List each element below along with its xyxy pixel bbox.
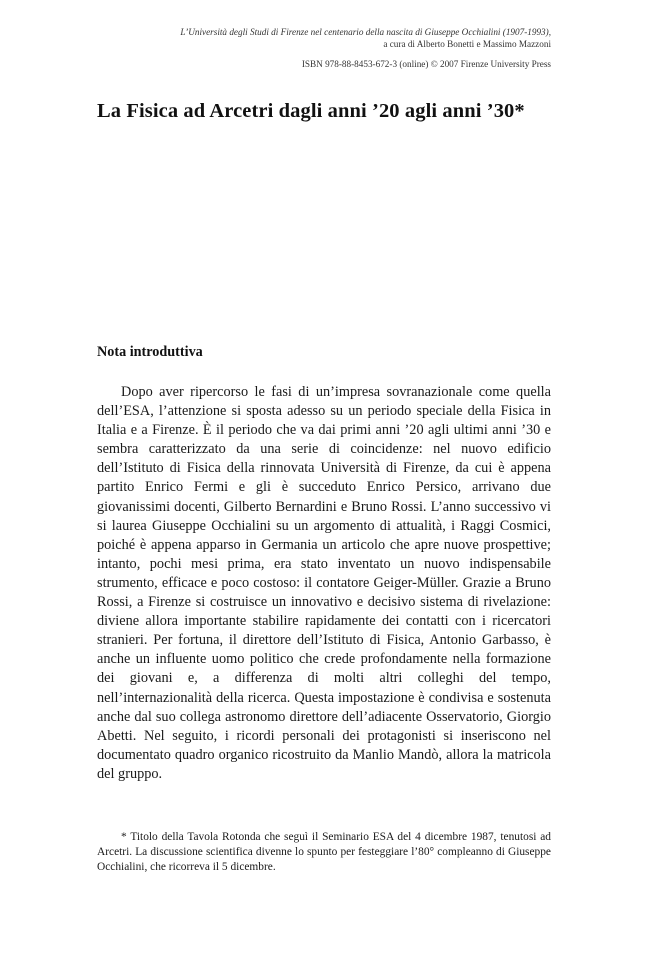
page-title: La Fisica ad Arcetri dagli anni ’20 agli anni ’30*: [97, 100, 525, 122]
footnote: * Titolo della Tavola Rotonda che seguì il Seminario ESA del 4 dicembre 1987, tenutosi ad Arcetri. La discussione scientifica divenne lo spunto per festeggiare l’80° compleanno di Giuseppe Occhialini, che ricorreva il 5 dicembre.: [97, 831, 551, 873]
book-editors: a cura di Alberto Bonetti e Massimo Mazzoni: [383, 38, 551, 49]
running-header: [180, 27, 551, 50]
book-citation: L’Università degli Studi di Firenze nel centenario della nascita di Giuseppe Occhialini (1907-1993),: [180, 27, 551, 37]
body-paragraph: Dopo aver ripercorso le fasi di un’impresa sovranazionale come quella dell’ESA, l’attenzione si sposta adesso su un periodo speciale della Fisica in Italia e a Firenze. È il periodo che va dai primi anni ’20 agli ultimi anni ’30 e sembra caratterizzato da una serie di coincidenze: nel nuovo edificio dell’Istituto di Fisica della rinnovata Università di Firenze, da cui è appena partito Enrico Fermi e gli è succeduto Enrico Persico, arrivano due giovanissimi docenti, Gilberto Bernardini e Bruno Rossi. L’anno successivo vi si laurea Giuseppe Occhialini su un argomento di attualità, i Raggi Cosmici, poiché è appena apparso in Germania un articolo che apre nuove prospettive; intanto, pochi mesi prima, era stato inventato un nuovo indispensabile strumento, efficace e poco costoso: il contatore Geiger-Müller. Grazie a Bruno Rossi, a Firenze si costruisce un innovativo e decisivo sistema di rivelazione: diviene allora importante stabilire rapidamente dei contatti con i ricercatori stranieri. Per fortuna, il direttore dell’Istituto di Fisica, Antonio Garbasso, è anche un influente uomo politico che crede profondamente nella formazione dei giovani e, a differenza di molti altri colleghi del tempo, nell’internazionalità della ricerca. Questa impostazione è condivisa e sostenuta anche dal suo collega astronomo direttore dell’adiacente Osservatorio, Giorgio Abetti. Nel seguito, i ricordi personali dei protagonisti si inseriscono nel documentato quadro organico ricostruito da Manlio Mandò, allora la matricola del gruppo.: [97, 384, 551, 782]
section-heading: Nota introduttiva: [97, 344, 203, 360]
isbn-copyright-line: ISBN 978-88-8453-672-3 (online) © 2007 Firenze University Press: [301, 59, 551, 69]
